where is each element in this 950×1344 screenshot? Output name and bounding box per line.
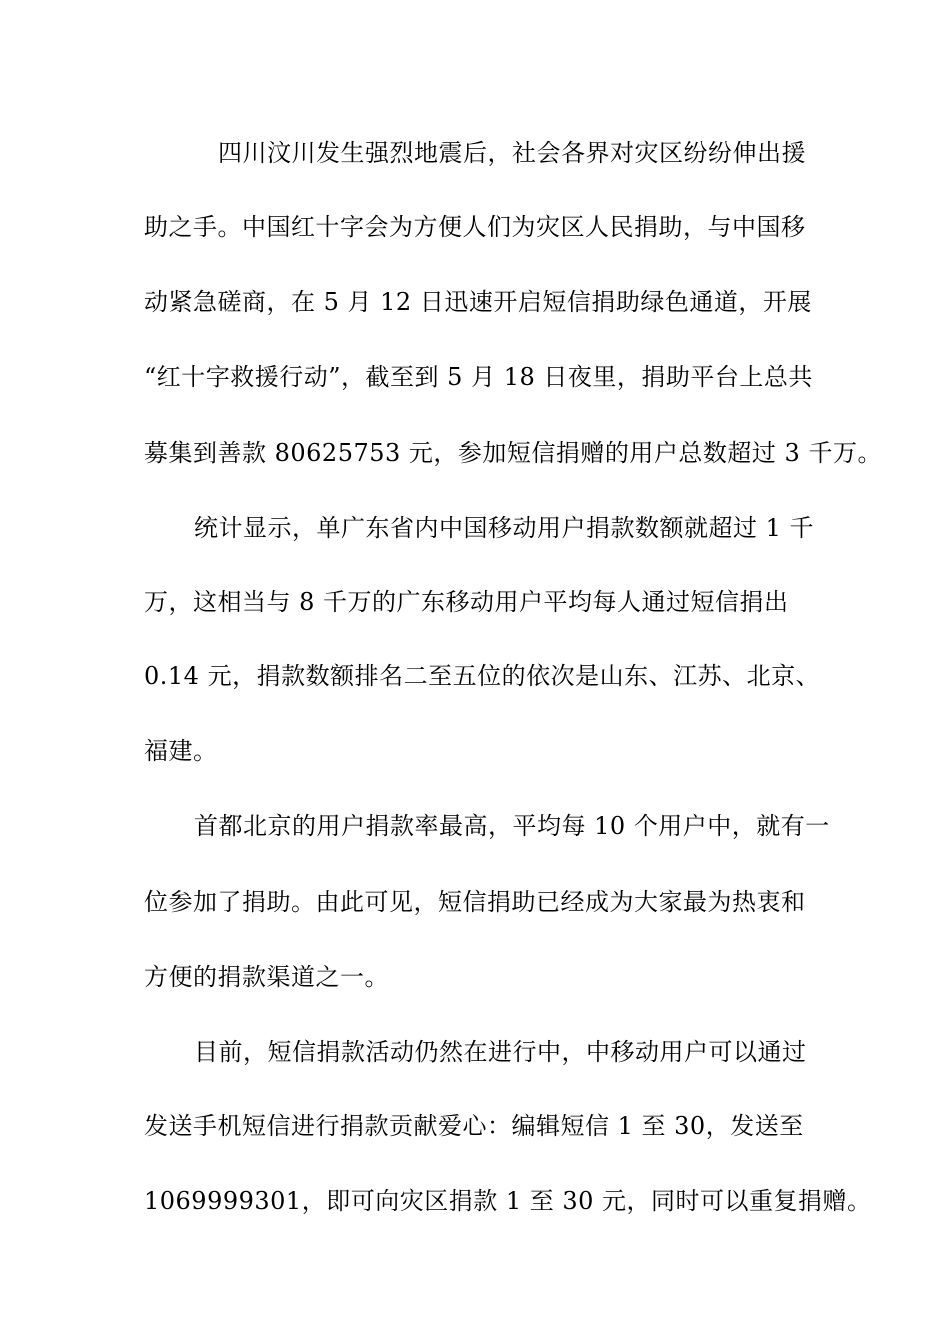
paragraph-3-line-3: 方便的捐款渠道之一。 <box>144 963 389 991</box>
paragraph-1-line-2: 助之手。中国红十字会为方便人们为灾区人民捐助，与中国移 <box>144 213 806 241</box>
paragraph-4-line-2: 发送手机短信进行捐款贡献爱心：编辑短信 1 至 30，发送至 <box>144 1112 804 1140</box>
paragraph-2-line-4: 福建。 <box>144 737 218 765</box>
paragraph-1-line-4: “红十字救援行动”，截至到 5 月 18 日夜里，捐助平台上总共 <box>144 363 813 391</box>
paragraph-1-line-5: 募集到善款 80625753 元，参加短信捐赠的用户总数超过 3 千万。 <box>144 439 882 467</box>
paragraph-1-line-1: 四川汶川发生强烈地震后，社会各界对灾区纷纷伸出援 <box>218 139 806 167</box>
paragraph-4-line-1: 目前，短信捐款活动仍然在进行中，中移动用户可以通过 <box>194 1038 807 1066</box>
paragraph-3-line-2: 位参加了捐助。由此可见，短信捐助已经成为大家最为热衷和 <box>144 888 806 916</box>
paragraph-2-line-3: 0.14 元，捐款数额排名二至五位的依次是山东、江苏、北京、 <box>144 662 821 690</box>
paragraph-2-line-2: 万，这相当与 8 千万的广东移动用户平均每人通过短信捐出 <box>144 588 789 616</box>
paragraph-2-line-1: 统计显示，单广东省内中国移动用户捐款数额就超过 1 千 <box>194 514 815 542</box>
paragraph-3-line-1: 首都北京的用户捐款率最高，平均每 10 个用户中，就有一 <box>194 812 830 840</box>
paragraph-1-line-3: 动紧急磋商，在 5 月 12 日迅速开启短信捐助绿色通道，开展 <box>144 288 812 316</box>
paragraph-4-line-3: 1069999301，即可向灾区捐款 1 至 30 元，同时可以重复捐赠。 <box>144 1187 872 1215</box>
